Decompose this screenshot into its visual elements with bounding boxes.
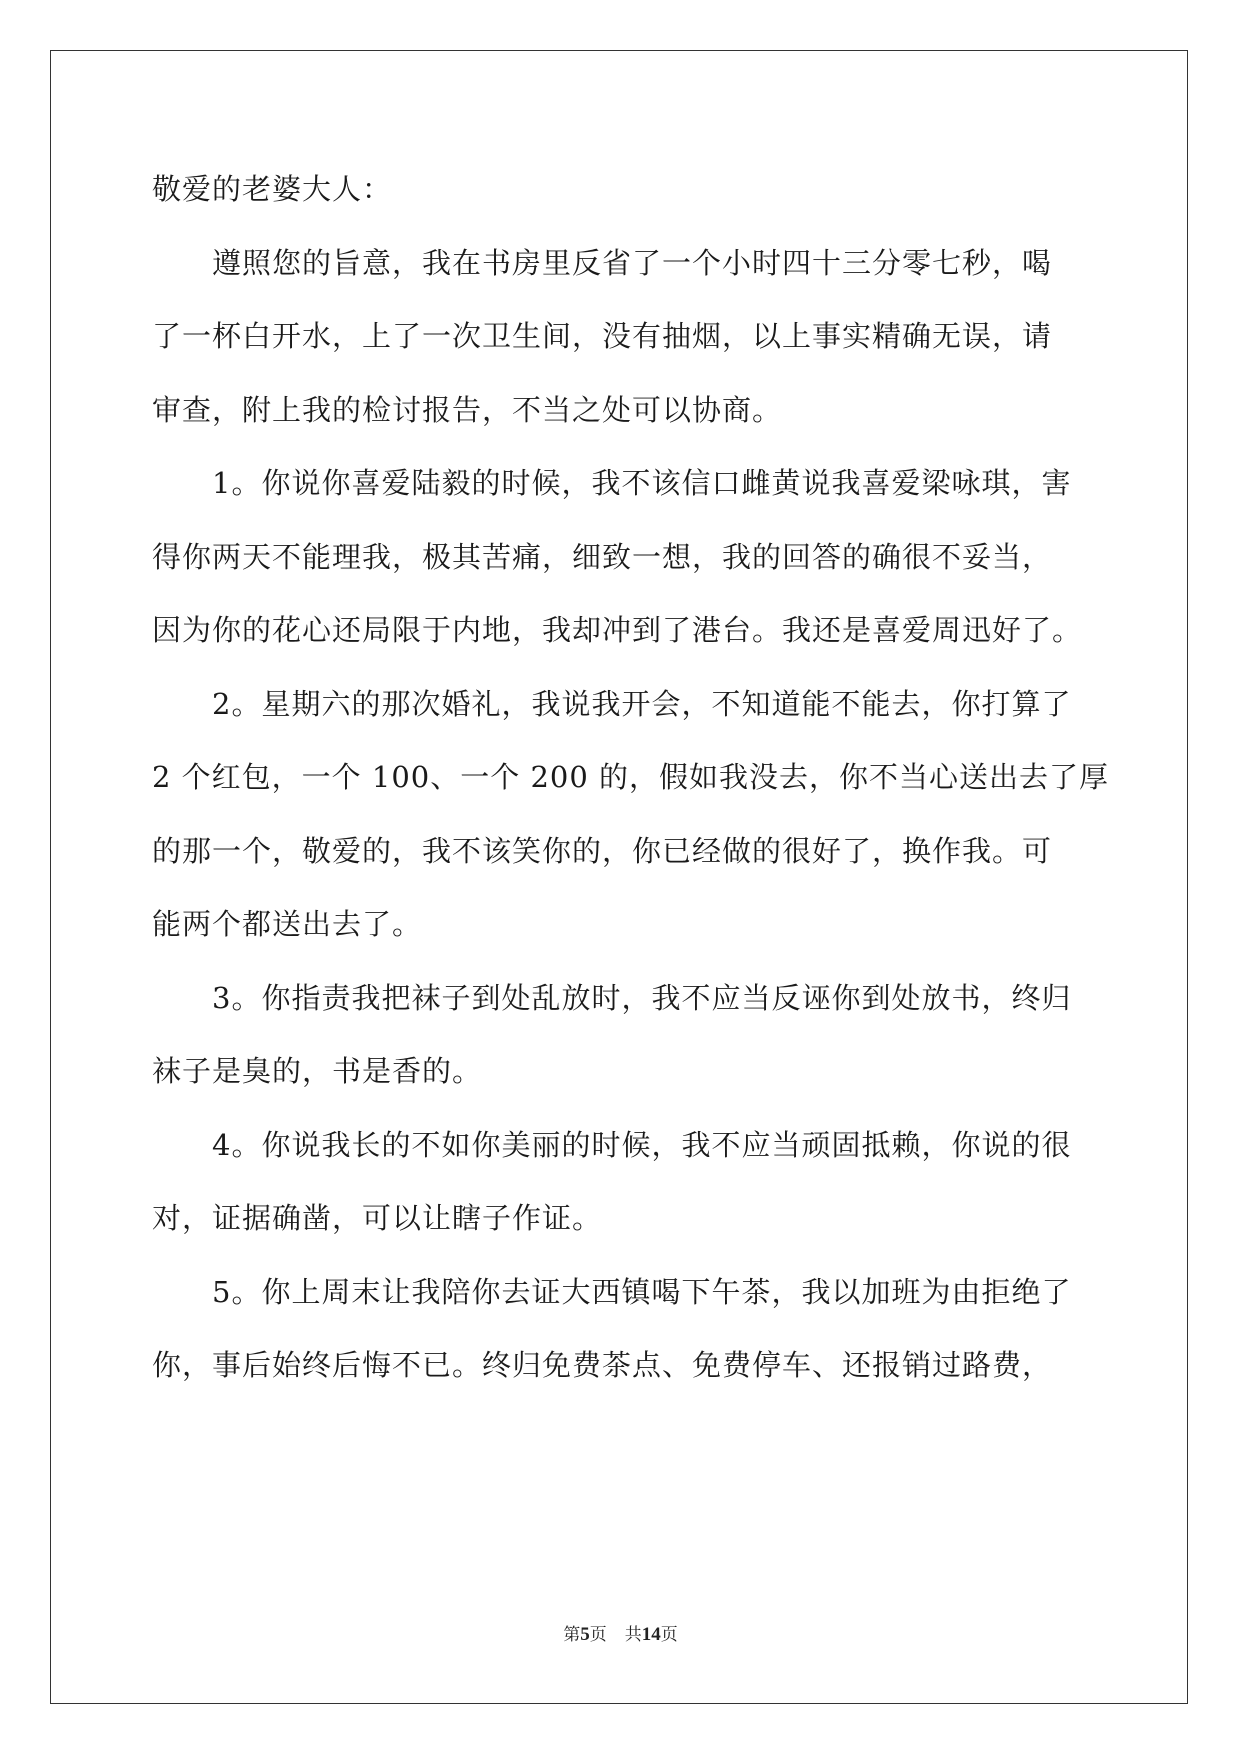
salutation: 敬爱的老婆大人： (152, 172, 393, 206)
paragraph-line: 2 个红包，一个 100、一个 200 的，假如我没去，你不当心送出去了厚 (152, 760, 1110, 794)
paragraph-line: 4。你说我长的不如你美丽的时候，我不应当顽固抵赖，你说的很 (212, 1127, 1072, 1162)
page-suffix: 页 (589, 1625, 607, 1645)
paragraph-line: 遵照您的旨意，我在书房里反省了一个小时四十三分零七秒，喝 (212, 245, 1053, 280)
paragraph-line: 5。你上周末让我陪你去证大西镇喝下午茶，我以加班为由拒绝了 (212, 1274, 1072, 1309)
document-body (152, 164, 1110, 1414)
paragraph-line: 你，事后始终后悔不已。终归免费茶点、免费停车、还报销过路费， (152, 1348, 1053, 1382)
paragraph-line: 的那一个，敬爱的，我不该笑你的，你已经做的很好了，换作我。可 (152, 833, 1053, 868)
paragraph-line: 3。你指责我把袜子到处乱放时，我不应当反诬你到处放书，终归 (212, 980, 1072, 1015)
page-number: 5 (580, 1624, 590, 1645)
paragraph-line: 得你两天不能理我，极其苦痛，细致一想，我的回答的确很不妥当， (152, 539, 1053, 574)
paragraph-line: 对，证据确凿，可以让瞎子作证。 (152, 1201, 603, 1235)
page-prefix: 第 (563, 1625, 581, 1645)
page-footer (0, 1620, 1241, 1646)
paragraph-line: 因为你的花心还局限于内地，我却冲到了港台。我还是喜爱周迅好了。 (152, 613, 1083, 647)
total-pages: 14 (641, 1624, 661, 1645)
paragraph-line: 1。你说你喜爱陆毅的时候，我不该信口雌黄说我喜爱梁咏琪，害 (212, 466, 1072, 500)
paragraph-line: 审查，附上我的检讨报告，不当之处可以协商。 (152, 392, 783, 427)
paragraph-line: 袜子是臭的，书是香的。 (152, 1054, 483, 1088)
total-suffix: 页 (660, 1625, 678, 1645)
paragraph-line: 2。星期六的那次婚礼，我说我开会，不知道能不能去，你打算了 (212, 686, 1072, 721)
total-prefix: 共 (624, 1625, 642, 1645)
paragraph-line: 能两个都送出去了。 (152, 907, 423, 941)
paragraph-line: 了一杯白开水，上了一次卫生间，没有抽烟，以上事实精确无误，请 (152, 319, 1053, 353)
